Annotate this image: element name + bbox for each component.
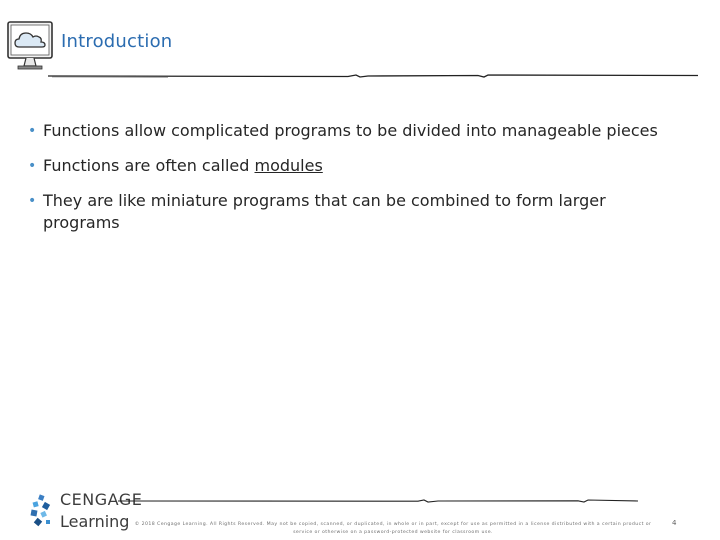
bullet-text: Functions allow complicated programs to be divided into manageable pieces (43, 121, 658, 140)
bullet-item (26, 190, 686, 234)
bullet-dot-icon: • (28, 193, 37, 209)
cengage-logo (26, 488, 143, 536)
emphasized-term: modules (254, 156, 323, 175)
logo-text: CENGAGE (60, 490, 143, 509)
title-divider (48, 70, 698, 82)
bullet-text: They are like miniature programs that can be combined to form larger programs (43, 191, 606, 232)
bullet-dot-icon: • (28, 158, 37, 174)
cloud-monitor-icon (6, 20, 60, 74)
footer-divider (118, 497, 638, 505)
cengage-mark-icon (29, 493, 55, 529)
bullet-list (26, 120, 686, 247)
page-number: 4 (672, 519, 677, 527)
bullet-text: Functions are often called (43, 156, 255, 175)
bullet-dot-icon: • (28, 123, 37, 139)
bullet-item (26, 120, 686, 142)
slide-title: Introduction (61, 31, 173, 52)
logo-text: Learning (60, 512, 130, 531)
bullet-item (26, 155, 686, 177)
copyright-notice: © 2018 Cengage Learning. All Rights Reserved. May not be copied, scanned, or duplicated, in whole or in part, except for use as permitted in a license distributed with a certain product or service or otherwise on a password-protected website for classroom use. (134, 522, 652, 535)
